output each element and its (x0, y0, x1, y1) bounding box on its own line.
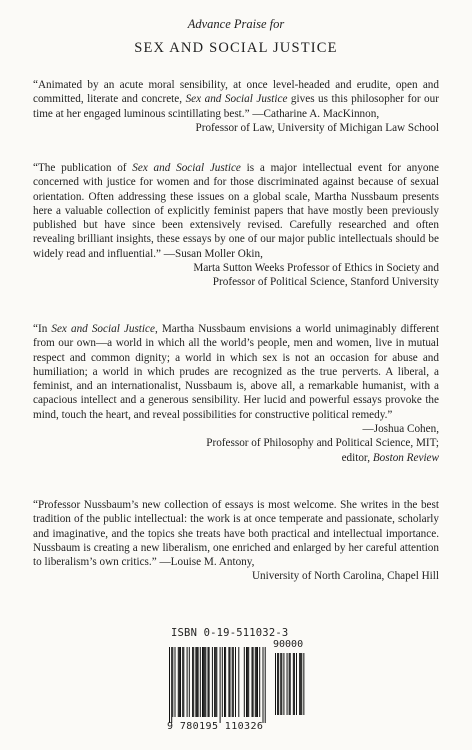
isbn-number: ISBN 0-19-511032-3 (171, 627, 289, 639)
barcode-bar (202, 647, 203, 717)
barcode-bar (220, 647, 221, 723)
barcode-digits: 9 780195 110326 (167, 721, 264, 732)
barcode-addon-bar (278, 653, 279, 715)
barcode-bar (259, 647, 260, 717)
barcode-bar (198, 647, 199, 717)
quote-attribution: Marta Sutton Weeks Professor of Ethics in Society and (193, 262, 439, 275)
quote-attribution: University of North Carolina, Chapel Hill (251, 570, 439, 583)
barcode-bar (183, 647, 184, 717)
barcode-bar (235, 647, 236, 717)
barcode-addon-bar (275, 653, 276, 715)
barcode-bar (187, 647, 188, 717)
barcode-addon-bar (281, 653, 282, 715)
barcode-bar (265, 647, 266, 723)
barcode-addon-bar (294, 653, 295, 715)
quote-attribution: Professor of Political Science, Stanford University (212, 276, 439, 289)
quote-attribution: editor, Boston Review (341, 451, 439, 464)
barcode-bar (215, 647, 216, 717)
barcode-bar (189, 647, 190, 717)
barcode-bar (255, 647, 256, 717)
barcode-bar (205, 647, 206, 717)
barcode-addon-bar (280, 653, 281, 715)
barcode-bar (172, 647, 173, 717)
barcode-bar (179, 647, 180, 717)
barcode-bar (233, 647, 234, 717)
barcode-bar (212, 647, 213, 717)
barcode-addon-bar (277, 653, 278, 715)
barcode-bar (256, 647, 257, 717)
barcode-addon-bar (301, 653, 302, 715)
barcode-bar (175, 647, 176, 717)
isbn-barcode (167, 627, 307, 735)
barcode-bar (192, 647, 193, 717)
quote-attribution: Professor of Law, University of Michigan Law School (195, 121, 439, 134)
barcode-bar (169, 647, 170, 723)
quote-text: “The publication of Sex and Social Justice is a major intellectual event for anyone concerned with justice for women and for those discriminated against because of sexual orientation. Often addressing these issues on a global scale, Martha Nussbaum presents here a valuable collection of explicitly feminist papers that have mostly been previously published but have since been extensively revised. Carefully researched and often revealing brilliant insights, these essays by one of our major public intellectuals should be widely read and influential.” —Susan Moller Okin, (33, 162, 439, 260)
barcode-bar (257, 647, 258, 717)
barcode-bar (248, 647, 249, 717)
barcode-bar (253, 647, 254, 717)
barcode-bar (225, 647, 226, 717)
barcode-bar (222, 647, 223, 717)
barcode-addon-bar (283, 653, 284, 715)
barcode-bar (171, 647, 172, 723)
advance-praise-kicker: Advance Praise for (187, 17, 285, 31)
barcode-addon-bar (293, 653, 294, 715)
barcode-addon-bar (289, 653, 290, 715)
barcode-bar (252, 647, 253, 717)
quote-text: “In Sex and Social Justice, Martha Nussbaum envisions a world unimaginably different from our own—a world in which all the world’s people, men and women, live in mutual respect and common dignity; a world in which sex is not an occasion for abuse and humiliation; a world in which prudes are recognized as the true perverts. A liberal, a feminist, and an internationalist, Nussbaum is, above all, a remarkable humanist, with a capacious intellect and a generous sensibility. Her lucid and powerful essays provoke the mind, touch the heart, and reveal possibilities for constructive political remedy.” (33, 323, 439, 421)
barcode-bar (195, 647, 196, 717)
barcode-bar (224, 647, 225, 717)
quote-attribution: —Joshua Cohen, (362, 423, 439, 436)
barcode-addon-bar (299, 653, 300, 715)
barcode-bar (238, 647, 239, 717)
book-title: SEX AND SOCIAL JUSTICE (134, 40, 338, 56)
barcode-bar (204, 647, 205, 717)
barcode-bar (197, 647, 198, 717)
barcode-addon-bar (296, 653, 297, 715)
praise-quote-mackinnon (33, 78, 439, 135)
quote-text: “Animated by an acute moral sensibility, at once level-headed and erudite, open and committed, literate and concrete, Sex and Social Justice gives us this philosopher for our time at her engaged luminous scintillating best.” —Catharine A. MacKinnon, (33, 79, 439, 120)
barcode-bar (247, 647, 248, 717)
barcode-bar (200, 647, 201, 717)
barcode-bar (263, 647, 264, 723)
praise-quote-antony (33, 498, 439, 584)
barcode-bar (216, 647, 217, 717)
barcode-bar (208, 647, 209, 717)
barcode-addon-bar (287, 653, 288, 715)
barcode-bars (167, 641, 307, 725)
praise-quote-cohen (33, 322, 439, 465)
barcode-bar (232, 647, 233, 717)
barcode-addon-bar (303, 653, 304, 715)
barcode-bar (230, 647, 231, 717)
barcode-bar (214, 647, 215, 717)
barcode-bar (209, 647, 210, 717)
barcode-addon-bar (300, 653, 301, 715)
price-code: 90000 (273, 639, 304, 650)
quote-attribution: Professor of Philosophy and Political Science, MIT; (206, 437, 439, 450)
barcode-bar (182, 647, 183, 717)
barcode-bar (180, 647, 181, 717)
barcode-bar (244, 647, 245, 717)
barcode-bar (228, 647, 229, 717)
barcode-addon-bar (290, 653, 291, 715)
barcode-bar (178, 647, 179, 717)
barcode-bar (193, 647, 194, 717)
praise-quote-okin (33, 161, 439, 290)
barcode-bar (203, 647, 204, 717)
barcode-bar (246, 647, 247, 717)
quote-text: “Professor Nussbaum’s new collection of essays is most welcome. She writes in the best tradition of the public intellectual: the work is at once temperate and passionate, scholarly and imaginative, and the topics she treats have both practical and intellectual importance. Nussbaum is creating a new liberalism, one enriched and enlarged by her careful attention to liberalism’s own critics.” —Louise M. Antony, (33, 499, 439, 569)
